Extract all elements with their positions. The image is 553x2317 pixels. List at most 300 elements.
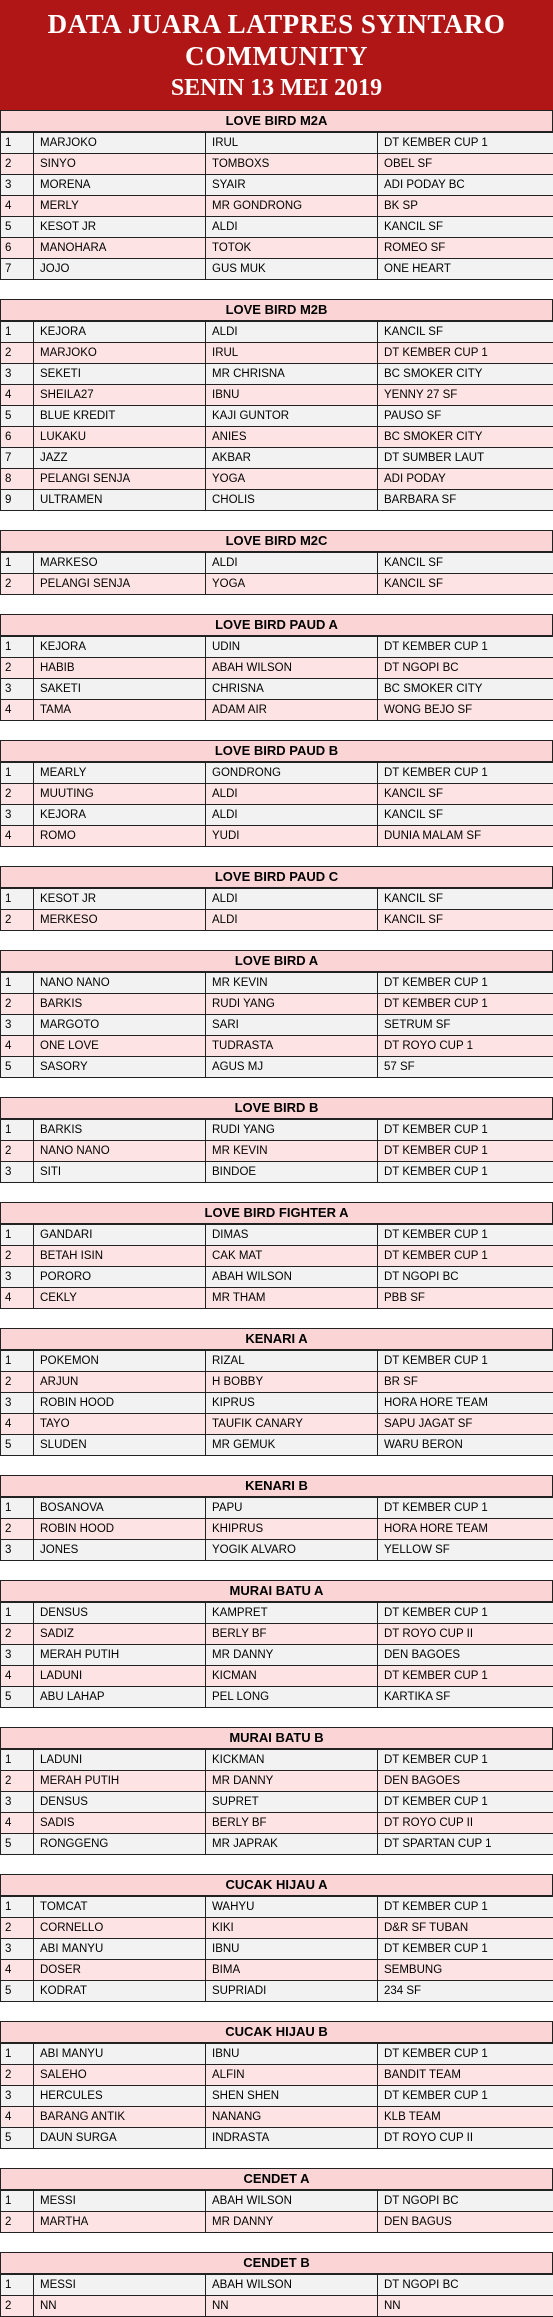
owner-cell: TAUFIK CANARY <box>206 1414 378 1435</box>
rank-cell: 2 <box>1 2212 34 2233</box>
rank-cell: 2 <box>1 658 34 679</box>
team-cell: SETRUM SF <box>378 1015 553 1036</box>
bird-name-cell: ONE LOVE <box>34 1036 206 1057</box>
bird-name-cell: MUUTING <box>34 784 206 805</box>
owner-cell: TOMBOXS <box>206 154 378 175</box>
results-table <box>0 1119 553 1183</box>
team-cell: DT ROYO CUP II <box>378 1813 553 1834</box>
team-cell: KANCIL SF <box>378 910 553 931</box>
results-table <box>0 762 553 847</box>
team-cell: DT NGOPI BC <box>378 1267 553 1288</box>
class-section <box>0 2021 553 2149</box>
table-row <box>1 805 553 826</box>
results-table <box>0 321 553 511</box>
results-table <box>0 636 553 721</box>
team-cell: DT KEMBER CUP 1 <box>378 133 553 154</box>
team-cell: DT ROYO CUP II <box>378 2128 553 2149</box>
owner-cell: UDIN <box>206 637 378 658</box>
owner-cell: RUDI YANG <box>206 994 378 1015</box>
table-row <box>1 1645 553 1666</box>
table-row <box>1 784 553 805</box>
section-title: CUCAK HIJAU A <box>0 1874 553 1896</box>
bird-name-cell: SADIZ <box>34 1624 206 1645</box>
table-row <box>1 1519 553 1540</box>
bird-name-cell: DENSUS <box>34 1603 206 1624</box>
table-row <box>1 2107 553 2128</box>
bird-name-cell: POKEMON <box>34 1351 206 1372</box>
table-row <box>1 889 553 910</box>
page-title: DATA JUARA LATPRES SYINTARO COMMUNITY <box>0 8 553 72</box>
table-row <box>1 2191 553 2212</box>
rank-cell: 2 <box>1 1519 34 1540</box>
rank-cell: 2 <box>1 2296 34 2317</box>
owner-cell: MR DANNY <box>206 2212 378 2233</box>
rank-cell: 1 <box>1 1120 34 1141</box>
rank-cell: 4 <box>1 1036 34 1057</box>
team-cell: DT KEMBER CUP 1 <box>378 1792 553 1813</box>
team-cell: DT SUMBER LAUT <box>378 448 553 469</box>
owner-cell: IRUL <box>206 133 378 154</box>
bird-name-cell: CORNELLO <box>34 1918 206 1939</box>
owner-cell: CAK MAT <box>206 1246 378 1267</box>
team-cell: DT KEMBER CUP 1 <box>378 973 553 994</box>
table-row <box>1 973 553 994</box>
section-title: LOVE BIRD A <box>0 950 553 972</box>
team-cell: DUNIA MALAM SF <box>378 826 553 847</box>
team-cell: KANCIL SF <box>378 805 553 826</box>
team-cell: BC SMOKER CITY <box>378 679 553 700</box>
team-cell: ROMEO SF <box>378 238 553 259</box>
team-cell: ADI PODAY <box>378 469 553 490</box>
table-row <box>1 1666 553 1687</box>
bird-name-cell: ROBIN HOOD <box>34 1393 206 1414</box>
team-cell: DT ROYO CUP 1 <box>378 1036 553 1057</box>
bird-name-cell: KESOT JR <box>34 889 206 910</box>
class-section <box>0 1727 553 1855</box>
team-cell: NN <box>378 2296 553 2317</box>
owner-cell: YUDI <box>206 826 378 847</box>
team-cell: 57 SF <box>378 1057 553 1078</box>
rank-cell: 1 <box>1 1603 34 1624</box>
team-cell: DT NGOPI BC <box>378 2191 553 2212</box>
owner-cell: ABAH WILSON <box>206 658 378 679</box>
rank-cell: 2 <box>1 1246 34 1267</box>
table-row <box>1 238 553 259</box>
section-title: CENDET B <box>0 2252 553 2274</box>
section-title: MURAI BATU A <box>0 1580 553 1602</box>
owner-cell: KAJI GUNTOR <box>206 406 378 427</box>
owner-cell: SARI <box>206 1015 378 1036</box>
bird-name-cell: MARKESO <box>34 553 206 574</box>
owner-cell: ALDI <box>206 889 378 910</box>
team-cell: DT NGOPI BC <box>378 658 553 679</box>
results-table <box>0 1497 553 1561</box>
rank-cell: 3 <box>1 805 34 826</box>
rank-cell: 2 <box>1 1771 34 1792</box>
table-row <box>1 2086 553 2107</box>
table-row <box>1 1897 553 1918</box>
table-row <box>1 553 553 574</box>
owner-cell: TOTOK <box>206 238 378 259</box>
rank-cell: 2 <box>1 1141 34 1162</box>
table-row <box>1 826 553 847</box>
table-row <box>1 1246 553 1267</box>
team-cell: PBB SF <box>378 1288 553 1309</box>
bird-name-cell: SEKETI <box>34 364 206 385</box>
rank-cell: 3 <box>1 1015 34 1036</box>
table-row <box>1 259 553 280</box>
team-cell: SAPU JAGAT SF <box>378 1414 553 1435</box>
owner-cell: AKBAR <box>206 448 378 469</box>
table-row <box>1 154 553 175</box>
team-cell: DT KEMBER CUP 1 <box>378 1246 553 1267</box>
bird-name-cell: NN <box>34 2296 206 2317</box>
team-cell: BARBARA SF <box>378 490 553 511</box>
rank-cell: 1 <box>1 2191 34 2212</box>
table-row <box>1 1057 553 1078</box>
table-row <box>1 1939 553 1960</box>
team-cell: KANCIL SF <box>378 322 553 343</box>
owner-cell: KAMPRET <box>206 1603 378 1624</box>
owner-cell: ALDI <box>206 322 378 343</box>
table-row <box>1 637 553 658</box>
table-row <box>1 1540 553 1561</box>
bird-name-cell: MERAH PUTIH <box>34 1771 206 1792</box>
rank-cell: 4 <box>1 826 34 847</box>
owner-cell: BERLY BF <box>206 1813 378 1834</box>
owner-cell: YOGA <box>206 469 378 490</box>
section-title: LOVE BIRD M2C <box>0 530 553 552</box>
owner-cell: ADAM AIR <box>206 700 378 721</box>
bird-name-cell: MARTHA <box>34 2212 206 2233</box>
rank-cell: 3 <box>1 1792 34 1813</box>
table-row <box>1 1435 553 1456</box>
team-cell: DT KEMBER CUP 1 <box>378 2044 553 2065</box>
owner-cell: ALDI <box>206 805 378 826</box>
owner-cell: ABAH WILSON <box>206 2275 378 2296</box>
bird-name-cell: TOMCAT <box>34 1897 206 1918</box>
class-section <box>0 1874 553 2002</box>
owner-cell: NANANG <box>206 2107 378 2128</box>
rank-cell: 4 <box>1 385 34 406</box>
bird-name-cell: MERLY <box>34 196 206 217</box>
table-row <box>1 2212 553 2233</box>
bird-name-cell: MORENA <box>34 175 206 196</box>
rank-cell: 2 <box>1 784 34 805</box>
team-cell: DT KEMBER CUP 1 <box>378 1897 553 1918</box>
owner-cell: TUDRASTA <box>206 1036 378 1057</box>
team-cell: BC SMOKER CITY <box>378 427 553 448</box>
bird-name-cell: RONGGENG <box>34 1834 206 1855</box>
rank-cell: 4 <box>1 196 34 217</box>
team-cell: DEN BAGOES <box>378 1771 553 1792</box>
bird-name-cell: ULTRAMEN <box>34 490 206 511</box>
bird-name-cell: DAUN SURGA <box>34 2128 206 2149</box>
rank-cell: 2 <box>1 154 34 175</box>
bird-name-cell: JOJO <box>34 259 206 280</box>
class-section <box>0 530 553 595</box>
owner-cell: KHIPRUS <box>206 1519 378 1540</box>
table-row <box>1 343 553 364</box>
team-cell: KANCIL SF <box>378 553 553 574</box>
table-row <box>1 994 553 1015</box>
results-table <box>0 1602 553 1708</box>
bird-name-cell: TAYO <box>34 1414 206 1435</box>
table-row <box>1 1141 553 1162</box>
owner-cell: BERLY BF <box>206 1624 378 1645</box>
team-cell: DT KEMBER CUP 1 <box>378 2086 553 2107</box>
bird-name-cell: SADIS <box>34 1813 206 1834</box>
owner-cell: MR JAPRAK <box>206 1834 378 1855</box>
bird-name-cell: ARJUN <box>34 1372 206 1393</box>
rank-cell: 1 <box>1 1498 34 1519</box>
bird-name-cell: BARKIS <box>34 1120 206 1141</box>
table-row <box>1 763 553 784</box>
team-cell: D&R SF TUBAN <box>378 1918 553 1939</box>
bird-name-cell: MARJOKO <box>34 343 206 364</box>
rank-cell: 4 <box>1 1288 34 1309</box>
team-cell: YENNY 27 SF <box>378 385 553 406</box>
owner-cell: SHEN SHEN <box>206 2086 378 2107</box>
team-cell: DEN BAGUS <box>378 2212 553 2233</box>
rank-cell: 3 <box>1 1645 34 1666</box>
results-table <box>0 1749 553 1855</box>
team-cell: HORA HORE TEAM <box>378 1393 553 1414</box>
bird-name-cell: SALEHO <box>34 2065 206 2086</box>
table-row <box>1 658 553 679</box>
results-table <box>0 888 553 931</box>
team-cell: WONG BEJO SF <box>378 700 553 721</box>
class-section <box>0 299 553 511</box>
team-cell: DT KEMBER CUP 1 <box>378 1939 553 1960</box>
results-table <box>0 552 553 595</box>
rank-cell: 4 <box>1 1666 34 1687</box>
team-cell: DT NGOPI BC <box>378 2275 553 2296</box>
team-cell: KANCIL SF <box>378 217 553 238</box>
owner-cell: ANIES <box>206 427 378 448</box>
owner-cell: SYAIR <box>206 175 378 196</box>
bird-name-cell: HERCULES <box>34 2086 206 2107</box>
table-row <box>1 1036 553 1057</box>
bird-name-cell: NANO NANO <box>34 1141 206 1162</box>
bird-name-cell: GANDARI <box>34 1225 206 1246</box>
rank-cell: 3 <box>1 1540 34 1561</box>
bird-name-cell: CEKLY <box>34 1288 206 1309</box>
rank-cell: 9 <box>1 490 34 511</box>
table-row <box>1 1771 553 1792</box>
section-title: LOVE BIRD B <box>0 1097 553 1119</box>
bird-name-cell: PELANGI SENJA <box>34 574 206 595</box>
team-cell: 234 SF <box>378 1981 553 2002</box>
owner-cell: MR THAM <box>206 1288 378 1309</box>
owner-cell: IRUL <box>206 343 378 364</box>
rank-cell: 5 <box>1 1435 34 1456</box>
owner-cell: KICMAN <box>206 1666 378 1687</box>
rank-cell: 1 <box>1 133 34 154</box>
owner-cell: MR KEVIN <box>206 1141 378 1162</box>
bird-name-cell: MEARLY <box>34 763 206 784</box>
rank-cell: 3 <box>1 1393 34 1414</box>
rank-cell: 1 <box>1 1225 34 1246</box>
owner-cell: KICKMAN <box>206 1750 378 1771</box>
team-cell: DT KEMBER CUP 1 <box>378 1750 553 1771</box>
bird-name-cell: BLUE KREDIT <box>34 406 206 427</box>
team-cell: DT KEMBER CUP 1 <box>378 343 553 364</box>
bird-name-cell: SASORY <box>34 1057 206 1078</box>
rank-cell: 1 <box>1 2044 34 2065</box>
team-cell: BR SF <box>378 1372 553 1393</box>
results-table <box>0 1350 553 1456</box>
bird-name-cell: JONES <box>34 1540 206 1561</box>
rank-cell: 2 <box>1 343 34 364</box>
rank-cell: 4 <box>1 2107 34 2128</box>
bird-name-cell: SHEILA27 <box>34 385 206 406</box>
bird-name-cell: DOSER <box>34 1960 206 1981</box>
rank-cell: 5 <box>1 1687 34 1708</box>
section-title: LOVE BIRD PAUD A <box>0 614 553 636</box>
page-date: SENIN 13 MEI 2019 <box>0 72 553 104</box>
table-row <box>1 469 553 490</box>
bird-name-cell: PELANGI SENJA <box>34 469 206 490</box>
bird-name-cell: ROBIN HOOD <box>34 1519 206 1540</box>
table-row <box>1 196 553 217</box>
rank-cell: 3 <box>1 364 34 385</box>
owner-cell: MR DANNY <box>206 1645 378 1666</box>
owner-cell: INDRASTA <box>206 2128 378 2149</box>
owner-cell: DIMAS <box>206 1225 378 1246</box>
bird-name-cell: SINYO <box>34 154 206 175</box>
owner-cell: GUS MUK <box>206 259 378 280</box>
table-row <box>1 406 553 427</box>
rank-cell: 2 <box>1 2065 34 2086</box>
class-section <box>0 866 553 931</box>
team-cell: BANDIT TEAM <box>378 2065 553 2086</box>
owner-cell: ALDI <box>206 784 378 805</box>
bird-name-cell: MERKESO <box>34 910 206 931</box>
table-row <box>1 1015 553 1036</box>
table-row <box>1 679 553 700</box>
team-cell: BK SP <box>378 196 553 217</box>
class-section <box>0 1475 553 1561</box>
table-row <box>1 322 553 343</box>
table-row <box>1 1162 553 1183</box>
results-table <box>0 2274 553 2317</box>
owner-cell: SUPRET <box>206 1792 378 1813</box>
bird-name-cell: ABI MANYU <box>34 2044 206 2065</box>
bird-name-cell: ABI MANYU <box>34 1939 206 1960</box>
section-title: LOVE BIRD PAUD C <box>0 866 553 888</box>
team-cell: OBEL SF <box>378 154 553 175</box>
team-cell: KARTIKA SF <box>378 1687 553 1708</box>
team-cell: BC SMOKER CITY <box>378 364 553 385</box>
rank-cell: 3 <box>1 1162 34 1183</box>
table-row <box>1 1288 553 1309</box>
owner-cell: ABAH WILSON <box>206 1267 378 1288</box>
table-row <box>1 133 553 154</box>
rank-cell: 2 <box>1 1918 34 1939</box>
section-title: LOVE BIRD M2A <box>0 110 553 132</box>
owner-cell: MR GONDRONG <box>206 196 378 217</box>
team-cell: DT KEMBER CUP 1 <box>378 763 553 784</box>
class-section <box>0 110 553 280</box>
owner-cell: ALDI <box>206 217 378 238</box>
owner-cell: RIZAL <box>206 1351 378 1372</box>
class-section <box>0 740 553 847</box>
bird-name-cell: MANOHARA <box>34 238 206 259</box>
team-cell: HORA HORE TEAM <box>378 1519 553 1540</box>
bird-name-cell: PORORO <box>34 1267 206 1288</box>
rank-cell: 2 <box>1 910 34 931</box>
bird-name-cell: KEJORA <box>34 805 206 826</box>
team-cell: ONE HEART <box>378 259 553 280</box>
rank-cell: 2 <box>1 1372 34 1393</box>
rank-cell: 3 <box>1 175 34 196</box>
owner-cell: IBNU <box>206 2044 378 2065</box>
bird-name-cell: KESOT JR <box>34 217 206 238</box>
table-row <box>1 1351 553 1372</box>
bird-name-cell: LUKAKU <box>34 427 206 448</box>
rank-cell: 1 <box>1 889 34 910</box>
rank-cell: 1 <box>1 1351 34 1372</box>
team-cell: KANCIL SF <box>378 574 553 595</box>
table-row <box>1 364 553 385</box>
section-title: CENDET A <box>0 2168 553 2190</box>
owner-cell: MR DANNY <box>206 1771 378 1792</box>
rank-cell: 5 <box>1 1057 34 1078</box>
owner-cell: SUPRIADI <box>206 1981 378 2002</box>
owner-cell: MR CHRISNA <box>206 364 378 385</box>
table-row <box>1 448 553 469</box>
table-row <box>1 1687 553 1708</box>
rank-cell: 1 <box>1 1897 34 1918</box>
owner-cell: AGUS MJ <box>206 1057 378 1078</box>
rank-cell: 5 <box>1 1834 34 1855</box>
owner-cell: ALDI <box>206 910 378 931</box>
rank-cell: 7 <box>1 259 34 280</box>
owner-cell: WAHYU <box>206 1897 378 1918</box>
owner-cell: RUDI YANG <box>206 1120 378 1141</box>
section-title: KENARI B <box>0 1475 553 1497</box>
bird-name-cell: BARKIS <box>34 994 206 1015</box>
team-cell: DT SPARTAN CUP 1 <box>378 1834 553 1855</box>
team-cell: DT KEMBER CUP 1 <box>378 1162 553 1183</box>
rank-cell: 4 <box>1 1414 34 1435</box>
rank-cell: 1 <box>1 973 34 994</box>
section-title: LOVE BIRD FIGHTER A <box>0 1202 553 1224</box>
owner-cell: YOGA <box>206 574 378 595</box>
rank-cell: 3 <box>1 1267 34 1288</box>
section-title: LOVE BIRD PAUD B <box>0 740 553 762</box>
team-cell: DT KEMBER CUP 1 <box>378 1141 553 1162</box>
bird-name-cell: SLUDEN <box>34 1435 206 1456</box>
table-row <box>1 910 553 931</box>
section-title: KENARI A <box>0 1328 553 1350</box>
table-row <box>1 2128 553 2149</box>
rank-cell: 6 <box>1 238 34 259</box>
results-table <box>0 2043 553 2149</box>
rank-cell: 5 <box>1 406 34 427</box>
owner-cell: NN <box>206 2296 378 2317</box>
team-cell: ADI PODAY BC <box>378 175 553 196</box>
rank-cell: 2 <box>1 994 34 1015</box>
bird-name-cell: JAZZ <box>34 448 206 469</box>
bird-name-cell: LADUNI <box>34 1750 206 1771</box>
table-row <box>1 1750 553 1771</box>
team-cell: DT KEMBER CUP 1 <box>378 1666 553 1687</box>
team-cell: DT KEMBER CUP 1 <box>378 1120 553 1141</box>
table-row <box>1 490 553 511</box>
class-section <box>0 950 553 1078</box>
